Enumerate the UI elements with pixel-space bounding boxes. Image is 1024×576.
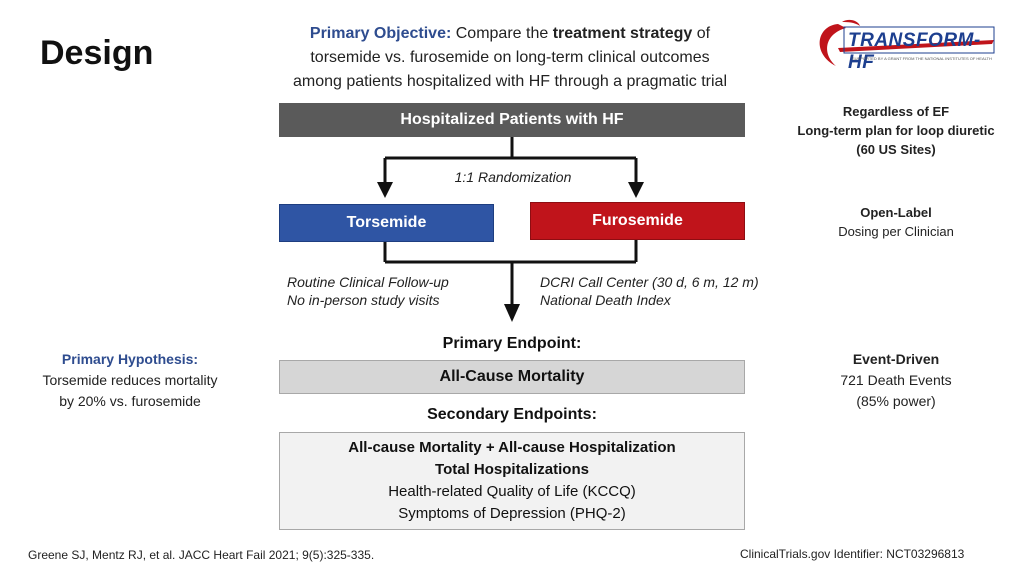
secondary-endpoints-box (279, 432, 745, 530)
page-title: Design (40, 34, 154, 72)
event-driven-line-2: 721 Death Events (840, 372, 952, 388)
trial-identifier: ClinicalTrials.gov Identifier: NCT03296813 (740, 547, 965, 561)
hypothesis-line-2: by 20% vs. furosemide (59, 393, 201, 409)
followup-right-line-1: DCRI Call Center (30 d, 6 m, 12 m) (540, 274, 759, 290)
followup-right (540, 273, 759, 309)
followup-left (287, 273, 449, 309)
furosemide-arm-box: Furosemide (530, 202, 745, 240)
open-label-line-1: Open-Label (860, 205, 932, 220)
event-driven-note (786, 349, 1006, 412)
logo-wordmark: TRANSFORM-HF (848, 30, 981, 73)
ef-note-line-2: Long-term plan for loop diuretic (797, 123, 995, 138)
objective-strong: treatment strategy (552, 25, 693, 42)
hypothesis-title: Primary Hypothesis: (61, 351, 199, 367)
objective-lead: Primary Objective: (309, 25, 452, 42)
arrow-right-icon (628, 182, 644, 198)
ef-note-line-1: Regardless of EF (842, 104, 950, 119)
hypothesis-line-1: Torsemide reduces mortality (42, 372, 218, 388)
secondary-endpoint-2: Total Hospitalizations (435, 461, 589, 478)
arrow-down-icon (504, 304, 520, 322)
population-box: Hospitalized Patients with HF (279, 103, 745, 137)
ef-note (786, 102, 1006, 159)
event-driven-line-1: Event-Driven (852, 351, 940, 367)
objective-line-3: among patients hospitalized with HF through a pragmatic trial (293, 73, 727, 90)
followup-left-line-1: Routine Clinical Follow-up (287, 274, 449, 290)
secondary-endpoint-1: All-cause Mortality + All-cause Hospitalization (348, 439, 676, 456)
secondary-endpoints-header: Secondary Endpoints: (427, 406, 597, 423)
ef-note-line-3: (60 US Sites) (856, 142, 936, 157)
torsemide-arm-box: Torsemide (279, 204, 494, 242)
citation: Greene SJ, Mentz RJ, et al. JACC Heart Fail 2021; 9(5):325-335. (28, 548, 375, 562)
primary-endpoint-header: Primary Endpoint: (442, 335, 582, 352)
randomization-label: 1:1 Randomization (454, 169, 572, 185)
arrow-left-icon (377, 182, 393, 198)
open-label-line-2: Dosing per Clinician (838, 224, 954, 239)
event-driven-line-3: (85% power) (856, 393, 936, 409)
objective-line-2: torsemide vs. furosemide on long-term clinical outcomes (310, 49, 710, 66)
objective-text-2: of (692, 25, 711, 42)
primary-endpoint-box: All-Cause Mortality (279, 360, 745, 394)
logo-subtext: SUPPORTED BY A GRANT FROM THE NATIONAL INSTITUTES OF HEALTH (852, 56, 992, 61)
objective-text-1: Compare the (451, 25, 553, 42)
secondary-endpoint-4: Symptoms of Depression (PHQ-2) (398, 505, 626, 522)
secondary-endpoint-3: Health-related Quality of Life (KCCQ) (388, 483, 636, 500)
open-label-note (786, 203, 1006, 241)
followup-right-line-2: National Death Index (540, 292, 671, 308)
followup-left-line-2: No in-person study visits (287, 292, 440, 308)
primary-hypothesis (10, 349, 250, 412)
